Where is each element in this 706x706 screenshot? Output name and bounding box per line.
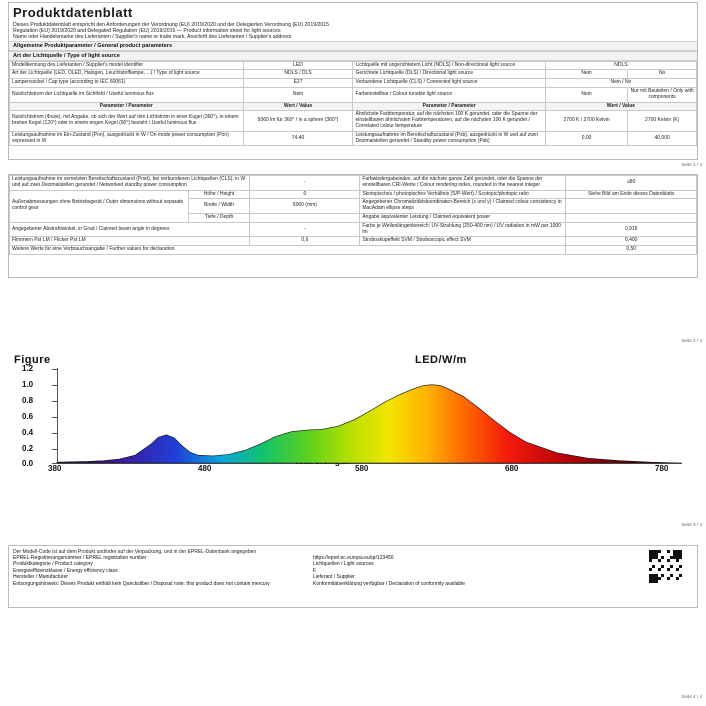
row-key: Energieeffizienzklasse / Energy efficiency class (13, 567, 118, 574)
row-value: Lieferant / Supplier (313, 574, 355, 581)
cell-label: Angegebener Abstrahlwinkel, in Grad / Claimed beam angle in degrees (10, 222, 250, 237)
cell-label: Leistungsaufnahme im Ein-Zustand (Pon), ausgedrückt in W / On mode power consumption (Pon) expressed in W (10, 131, 244, 146)
chart-title-right: LED/W/m (415, 354, 467, 366)
intro-line-1: Dieses Produktdatenblatt entspricht den Anforderungen der Verordnung (EU) 2019/2020 und der Delegierten Verordnung (EU) 2019/2015 (13, 22, 330, 28)
cell-label: Höhe / Height (188, 190, 250, 199)
row-value: F (313, 567, 317, 574)
x-tick-label: 580 (355, 464, 369, 473)
product-datasheet-block-2 (8, 174, 698, 278)
cell-label: Skotopisches / photopisches Verhältnis (S/P-Wert) / Scotopic/photopic ratio (360, 190, 566, 199)
row-value: https://eprel.ec.europa.eu/qr/123456 (313, 555, 394, 561)
intro-line-2: Regulation (EU) 2019/2020 and Delegated Regulation (EU) 2019/2015 — Product information sheet for light sources (13, 28, 281, 35)
section-heading-type: Art der Lichtquelle / Type of light source (9, 51, 697, 61)
y-tick-label: 0.0 (22, 459, 34, 468)
y-tick-label: 0.8 (22, 396, 34, 405)
y-tick-label: 0.4 (22, 428, 34, 437)
cell-value: NDLS / DLS (243, 70, 353, 79)
page-number-3: Seite 3 / 4 (681, 522, 702, 527)
cell-value: Nein / No (545, 79, 696, 88)
cell-value (250, 213, 360, 222)
chart-title-left: Figure (14, 354, 51, 366)
cell-value (566, 213, 697, 222)
table-row (10, 61, 697, 70)
cell-value: NDLS (545, 61, 696, 70)
section-heading-general: Allgemeine Produktparameter / General product parameters (9, 41, 697, 51)
product-datasheet-block-4 (8, 545, 698, 608)
product-datasheet-block-1 (8, 2, 698, 160)
bottom-heading: Der Modell-Code ist auf dem Produkt und/oder auf der Verpackung, und in der EPREL-Datenbank angegeben (13, 549, 257, 555)
table-row (10, 111, 697, 131)
cell-label: Gerichtete Lichtquelle (DLS) / Directional light source (353, 70, 545, 79)
cell-value: 5060 (mm) (250, 199, 360, 214)
table-row (10, 70, 697, 79)
spectral-power-distribution-chart (0, 352, 706, 482)
cell-label: Lichtquelle mit ungerichtetem Licht (NDLS) / Non-directional light source (353, 61, 545, 70)
column-header: Wert / Value (243, 102, 353, 111)
cell-value: - (250, 222, 360, 237)
cell-value: Siehe Bild am Ende dieses Datenblatts (566, 190, 697, 199)
cell-label: Farbe je Wellenlängenbereich: UV-Strahlung (250-400 nm) / UV radiation in mW per 1000 lm (360, 222, 566, 237)
x-tick-label: 780 (655, 464, 669, 473)
row-value: Lichtquellen / Light sources (313, 561, 374, 568)
cell-value: 2700 K / 2700 Kelvin (545, 111, 627, 131)
cell-value: 0,00 (545, 131, 627, 146)
row-key: Produktkategorie / Product category (13, 561, 93, 568)
cell-label: Weitere Werte für eine Verbrauchsangabe / Further values for declaration (10, 246, 566, 255)
cell-value: - (250, 176, 360, 191)
cell-value: 40,000 (628, 131, 697, 146)
y-tick-label: 0.2 (22, 444, 34, 453)
x-tick-label: 680 (505, 464, 519, 473)
cell-value: 5060 lm für 360° / in a sphere (360°) (243, 111, 353, 131)
cell-value: LED (243, 61, 353, 70)
cell-value: E27 (243, 79, 353, 88)
cell-value: Nur mit Bauteilen / Only with components (628, 88, 697, 103)
list-item (9, 581, 697, 587)
cell-value: ≥80 (566, 176, 697, 191)
cell-value: 0 (250, 190, 360, 199)
page-number-2: Seite 2 / 4 (681, 338, 702, 343)
page-number-4: Seite 4 / 4 (681, 694, 702, 699)
cell-value: Nein (243, 88, 353, 103)
table-row (10, 176, 697, 191)
column-header: Parameter / Parameter (353, 102, 545, 111)
cell-label: Angabe äquivalenter Leistung / Claimed equivalent power (360, 213, 566, 222)
x-tick-label: 480 (198, 464, 212, 473)
cell-label: Leistungsaufnahme im Bereitschaftszustand (Psb), ausgedrückt in W und auf zwei Dezimalstellen gerundet / Standby power consumption (Psb) (353, 131, 545, 146)
cell-value: 0,50 (566, 246, 697, 255)
cell-label: Modellkennung des Lieferanten / Supplier's model identifier (10, 61, 244, 70)
cell-label: Leistungsaufnahme im vernetzten Bereitschaftszustand (Pnet), bei verbundenen Lichtquellen (CLS), in W und auf zwei Dezimalstellen gerundet / Networked standby power consumption (10, 176, 250, 191)
table-row (10, 246, 697, 255)
cell-label: Lampensockel / Cap type (according to IEC 60061) (10, 79, 244, 88)
table-row (10, 190, 697, 199)
page-title: Produktdatenblatt (13, 5, 133, 20)
y-tick-label: 0.6 (22, 412, 34, 421)
table-row (10, 88, 697, 103)
table-row (10, 222, 697, 237)
cell-label: Farbwiedergabeindex, auf die nächste ganze Zahl gerundet, oder die Spanne der einstellbaren CRI-Werte / Colour rendering index, rounded to the nearest integer (360, 176, 566, 191)
cell-value (566, 199, 697, 214)
cell-value: 0,915 (566, 222, 697, 237)
spectrum-curve (0, 352, 706, 482)
intro-line-3: Name oder Handelsmarke des Lieferanten / Supplier's name or trade mark, Anschrift des Lieferanten / Supplier's address (13, 34, 292, 41)
cell-label: Nutzlichtstrom (Φuse), mit Angabe, ob sich der Wert auf den Lichtstrom in einer Kugel (360°), in einem breiten Kegel (120°) oder in einem engen Kegel (90°) bezieht / Useful luminous flux (10, 111, 244, 131)
cell-label: Flimmern Pst LM / Flicker Pst LM (10, 237, 250, 246)
row-key: Entsorgungshinweis: Dieses Produkt enthält kein Quecksilber / Disposal note: this product does not contain mercury (13, 580, 270, 587)
y-tick-label: 1.0 (22, 380, 34, 389)
cell-label: Außenabmessungen ohne Betriebsgerät / Outer dimensions without separate control gear (10, 190, 189, 222)
cell-value: Nein (545, 88, 627, 103)
cell-label: Verbundene Lichtquelle (CLS) / Connected light source (353, 79, 545, 88)
cell-label: Farbeinstellbar / Colour tunable light source (353, 88, 545, 103)
cell-value: 74,40 (243, 131, 353, 146)
cell-label: Breite / Width (188, 199, 250, 214)
table-header-row (10, 102, 697, 111)
row-value: Konformitätserklärung verfügbar / Declaration of conformity available (313, 580, 466, 587)
column-header: Wert / Value (545, 102, 696, 111)
row-key: Hersteller / Manufacturer (13, 574, 69, 581)
cell-label: Stroboskopeffekt SVM / Stroboscopic effect SVM (360, 237, 566, 246)
page-number-1: Seite 1 / 4 (681, 162, 702, 167)
row-key: EPREL-Registrierungsnummer / EPREL registration number (13, 555, 147, 561)
column-header: Parameter / Parameter (10, 102, 244, 111)
qr-code-icon (649, 550, 691, 584)
table-row (10, 79, 697, 88)
cell-value: 2700 Kelvin (K) (628, 111, 697, 131)
cell-value: 0,400 (566, 237, 697, 246)
x-tick-label: 380 (48, 464, 62, 473)
table-row (10, 237, 697, 246)
cell-value: Nein (545, 70, 627, 79)
additional-parameters-table (9, 175, 697, 255)
y-tick-label: 1.2 (22, 364, 34, 373)
cell-label: Tiefe / Depth (188, 213, 250, 222)
cell-label: Nutzlichtstrom der Lichtquelle im Sichtfeld / Useful luminous flux (10, 88, 244, 103)
cell-label: Angegebener Chromatizitätskoordinaten-Bereich (x und y) / Claimed colour consistency in MacAdam ellipse steps (360, 199, 566, 214)
general-parameters-table (9, 61, 697, 147)
cell-label: Ähnlichste Farbtemperatur, auf die nächsten 100 K gerundet, oder die Spanne der einstellbaren ähnlichsten Farbtemperaturen, auf die nächsten 100 K gerundet / Correlated colour temperature (353, 111, 545, 131)
cell-label: Art der Lichtquelle (LED, OLED, Halogen, Leuchtstofflampe, ...) / Type of light source (10, 70, 244, 79)
cell-value: No (628, 70, 697, 79)
table-row (10, 131, 697, 146)
cell-value: 0,6 (250, 237, 360, 246)
